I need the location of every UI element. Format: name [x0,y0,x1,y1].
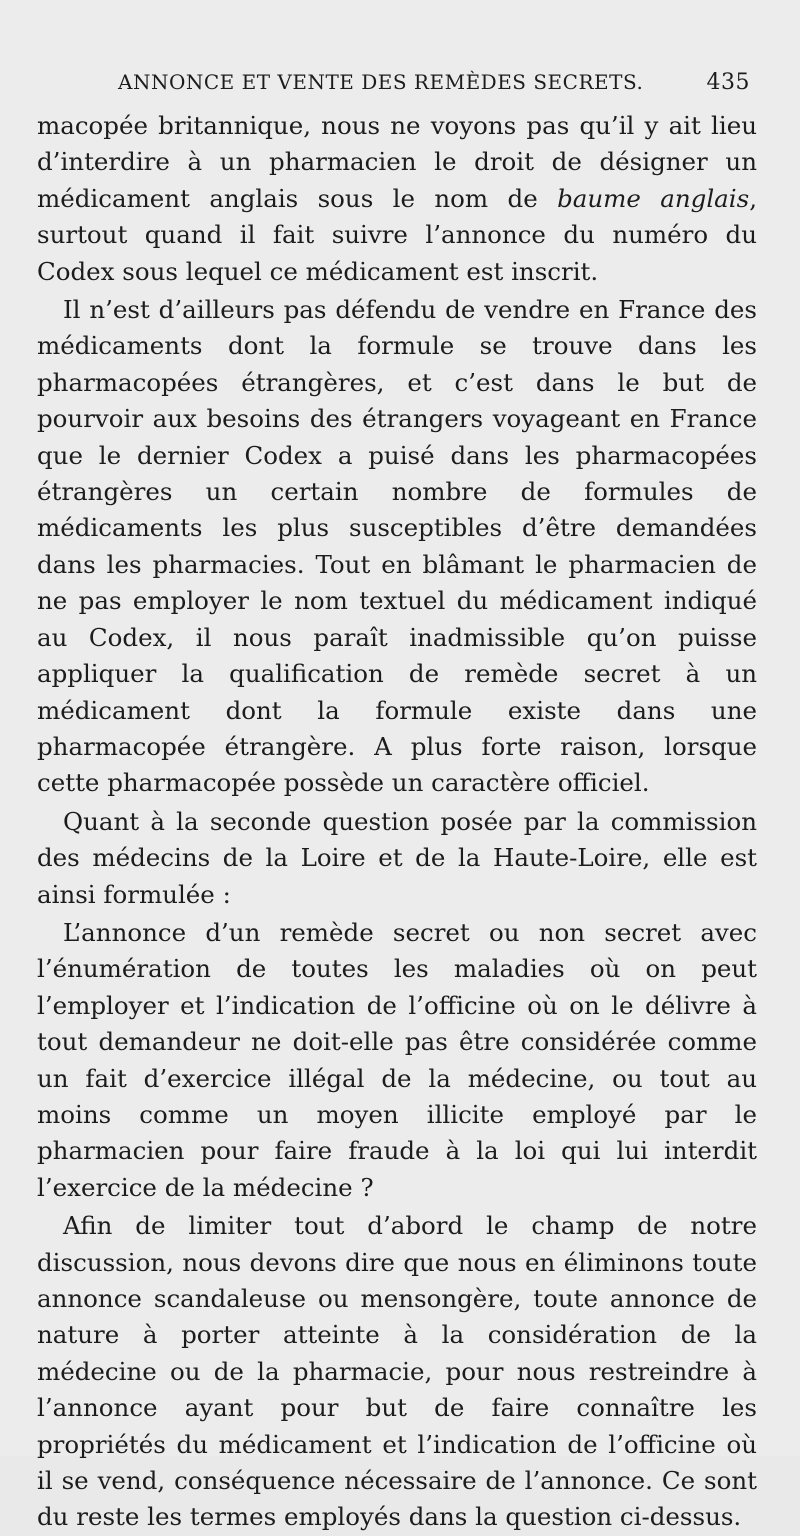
body-text [37,108,757,1536]
paragraph-4: L’annonce d’un remède secret ou non secret avec l’énumération de toutes les maladies où on peut l’employer et l’indication de l’officine où on le délivre à tout demandeur ne doit-elle pas être considérée comme un fait d’exercice illégal de la médecine, ou tout au moins comme un moyen illicite employé par le pharmacien pour faire fraude à la loi qui lui interdit l’exercice de la médecine ? [37,917,757,1202]
paragraph-1-text-end: , surtout quand il fait suivre l’annonce du numéro du Codex sous lequel ce médicament est inscrit. [37,183,757,286]
page-header [118,70,750,104]
paragraph-3: Quant à la seconde question posée par la commission des médecins de la Loire et de la Haute-Loire, elle est ainsi formulée : [37,806,757,909]
paragraph-1-italic-term: baume anglais [557,183,750,213]
paragraph-1-text-start: macopée britannique, nous ne voyons pas qu’il y ait lieu d’interdire à un pharmacien le droit de désigner un médicament anglais sous le nom de [37,111,757,213]
running-title: ANNONCE ET VENTE DES REMÈDES SECRETS. [118,70,644,94]
page-number: 435 [706,70,750,95]
paragraph-2: Il n’est d’ailleurs pas défendu de vendre en France des médicaments dont la formule se trouve dans les pharmacopées étrangères, et c’est dans le but de pourvoir aux besoins des étrangers voyageant en France que le dernier Codex a puisé dans les pharmacopées étrangères un certain nombre de formules de médicaments les plus susceptibles d’être demandées dans les pharmacies. Tout en blâmant le pharmacien de ne pas employer le nom textuel du médicament indiqué au Codex, il nous paraît inadmissible qu’on puisse appliquer la qualification de remède secret à un médicament dont la formule existe dans une pharmacopée étrangère. A plus forte raison, lorsque cette pharmacopée possède un caractère officiel. [37,295,757,798]
paragraph-5: Afin de limiter tout d’abord le champ de notre discussion, nous devons dire que nous en éliminons toute annonce scandaleuse ou mensongère, toute annonce de nature à porter atteinte à la considération de la médecine ou de la pharmacie, pour nous restreindre à l’annonce ayant pour but de faire connaître les propriétés du médicament et l’indication de l’officine où il se vend, conséquence nécessaire de l’annonce. Ce sont du reste les termes employés dans la question ci-dessus. [37,1211,757,1532]
paragraph-1 [37,108,757,290]
